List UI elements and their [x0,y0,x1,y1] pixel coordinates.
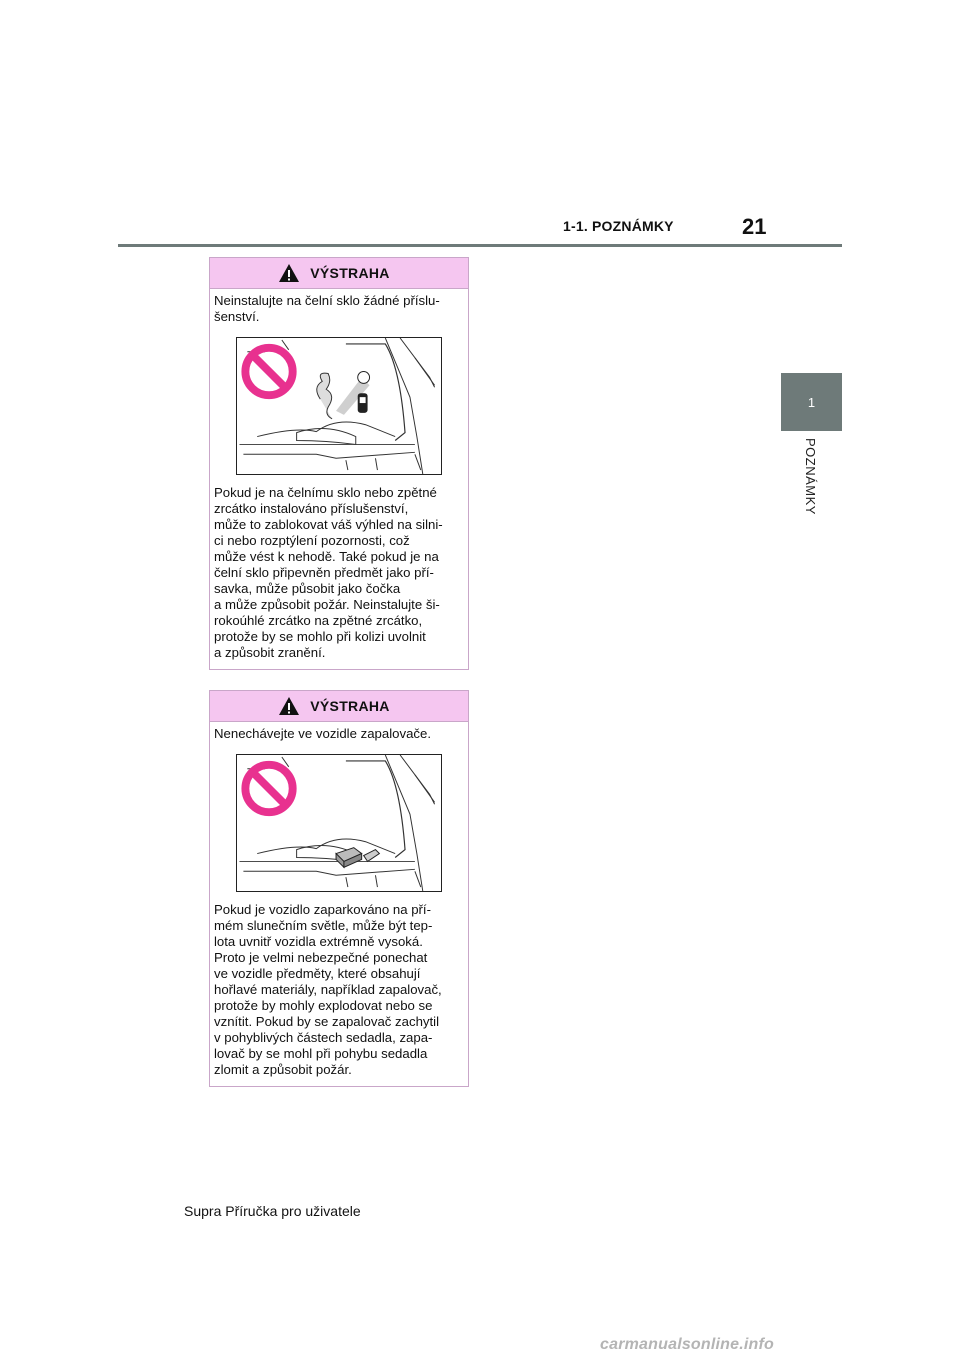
section-title: 1-1. POZNÁMKY [563,218,674,234]
warning-intro: Nenechávejte ve vozidle zapalovače. [214,726,431,741]
warning-box-accessories [209,257,469,670]
footer-manual-title: Supra Příručka pro uživatele [184,1203,361,1219]
warning-title: VÝSTRAHA [310,698,390,714]
windshield-accessory-illustration [236,337,442,475]
warning-box-lighters [209,690,469,1087]
lighter-in-car-illustration [236,754,442,892]
warning-header [210,258,468,289]
warning-intro: Neinstalujte na čelní sklo žádné příslu- šenství. [214,293,440,324]
page-number: 21 [742,214,767,239]
header-divider [118,244,842,247]
watermark: carmanualsonline.info [600,1336,775,1353]
warning-header [210,691,468,722]
warning-triangle-icon [278,263,300,283]
warning-triangle-icon [278,696,300,716]
chapter-label: POZNÁMKY [803,438,818,515]
chapter-number: 1 [807,394,816,410]
warning-body-text: Pokud je na čelnímu sklo nebo zpětné zrcátko instalováno příslušenství, může to zablokovat váš výhled na silni- ci nebo rozptýlení pozornosti, což může vést k nehodě. Také pokud je na čelní sklo připevněn předmět jako pří- savka, může působit jako čočka a může způsobit požár. Neinstalujte ši- rokoúhlé zrcátko na zpětné zrcátko, protože by se mohlo při kolizi uvolnit a způsobit zranění. [214,485,443,660]
warning-body-text: Pokud je vozidlo zaparkováno na pří- mém slunečním světle, může být tep- lota uvnitř vozidla extrémně vysoká. Proto je velmi nebezpečné ponechat ve vozidle předměty, které obsahují hořlavé materiály, například zapalovač, protože by mohly explodovat nebo se vznítit. Pokud by se zapalovač zachytil v pohyblivých částech sedadla, zapa- lovač by se mohl při pohybu sedadla zlomit a způsobit požár. [214,902,442,1077]
warning-title: VÝSTRAHA [310,265,390,281]
chapter-tab[interactable] [781,373,842,431]
